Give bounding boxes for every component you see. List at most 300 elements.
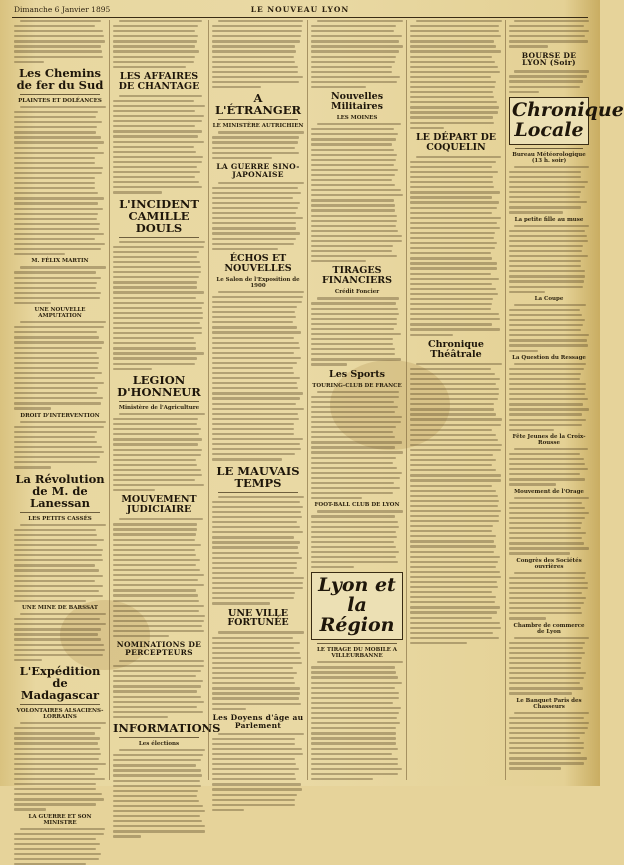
text-line: [410, 303, 492, 305]
text-line: [514, 448, 589, 450]
text-line: [212, 809, 244, 811]
text-line: [212, 637, 293, 639]
text-line: [14, 451, 104, 453]
text-line: [113, 443, 198, 445]
text-line: [311, 189, 401, 191]
text-line: [14, 326, 104, 328]
text-line: [14, 382, 104, 384]
text-line: [410, 166, 492, 168]
section-heading: L'Expédition de Madagascar: [19, 663, 101, 703]
text-line: [113, 690, 197, 692]
article-body-text: [113, 518, 205, 637]
text-line: [113, 317, 203, 319]
text-line: [113, 825, 205, 827]
section-heading: TIRAGES FINANCIERS: [322, 265, 392, 287]
text-line: [509, 722, 589, 724]
text-line: [311, 492, 393, 494]
text-line: [14, 407, 51, 409]
text-line: [410, 232, 495, 234]
text-line: [20, 524, 106, 526]
text-line: [212, 212, 296, 214]
text-line: [311, 451, 403, 453]
text-line: [410, 373, 495, 375]
text-line: [311, 742, 396, 744]
text-line: [113, 342, 196, 344]
column-4: [311, 20, 403, 780]
text-line: [509, 314, 582, 316]
text-line: [113, 701, 204, 703]
text-line: [311, 308, 398, 310]
text-line: [113, 544, 201, 546]
text-line: [212, 45, 295, 47]
text-line: [14, 362, 99, 364]
text-line: [113, 146, 194, 148]
text-line: [410, 586, 498, 588]
text-line: [113, 423, 197, 425]
text-line: [113, 266, 201, 268]
text-line: [14, 737, 100, 739]
text-line: [113, 754, 203, 756]
text-line: [212, 66, 298, 68]
text-line: [410, 116, 493, 118]
text-line: [311, 159, 396, 161]
text-line: [14, 595, 103, 597]
text-line: [509, 368, 584, 370]
subheading: Chambre de commerce de Lyon: [513, 622, 585, 635]
text-line: [14, 554, 102, 556]
text-line: [212, 458, 282, 460]
subheading: VOLONTAIRES ALSACIENS-LORRAINS: [16, 708, 104, 721]
text-line: [410, 576, 501, 578]
text-line: [509, 767, 561, 769]
text-line: [311, 204, 395, 206]
text-line: [113, 327, 202, 329]
text-line: [14, 111, 98, 113]
article-body-text: [14, 106, 106, 255]
text-line: [113, 716, 168, 718]
text-line: [20, 321, 106, 323]
text-line: [212, 572, 294, 574]
text-line: [311, 773, 398, 775]
text-line: [311, 431, 393, 433]
text-line: [113, 675, 196, 677]
text-line: [509, 742, 584, 744]
text-line: [509, 542, 584, 544]
article-body-text: [509, 363, 589, 431]
text-line: [509, 176, 581, 178]
text-line: [509, 522, 582, 524]
column-6: [509, 20, 624, 780]
text-line: [212, 557, 302, 559]
text-line: [311, 353, 395, 355]
text-line: [212, 748, 302, 750]
text-line: [410, 257, 492, 259]
text-line: [113, 620, 204, 622]
text-line: [509, 607, 581, 609]
text-line: [113, 438, 202, 440]
article-body-text: [410, 156, 502, 336]
text-line: [119, 241, 205, 243]
column-separator: [406, 20, 407, 780]
text-line: [311, 441, 402, 443]
text-line: [14, 223, 100, 225]
text-line: [317, 391, 399, 393]
section-heading: INFORMATIONS: [113, 721, 221, 736]
text-line: [14, 45, 101, 47]
text-line: [113, 141, 204, 143]
text-line: [14, 372, 102, 374]
text-line: [113, 795, 197, 797]
section-heading: Chronique Théâtrale: [428, 338, 484, 360]
text-line: [509, 334, 589, 336]
text-line: [311, 521, 398, 523]
text-line: [212, 778, 296, 780]
text-line: [311, 426, 396, 428]
text-line: [311, 753, 392, 755]
text-line: [14, 402, 101, 404]
text-line: [311, 56, 396, 58]
article-body-text: [410, 363, 502, 644]
text-line: [14, 778, 105, 780]
text-line: [311, 566, 354, 568]
text-line: [509, 91, 539, 93]
text-line: [212, 647, 294, 649]
text-line: [14, 392, 97, 394]
text-line: [311, 687, 395, 689]
text-line: [514, 363, 586, 365]
text-line: [311, 561, 398, 563]
text-line: [311, 702, 393, 704]
text-line: [311, 323, 397, 325]
text-line: [14, 25, 95, 27]
text-line: [14, 162, 95, 164]
section-heading: A L'ÉTRANGER: [214, 91, 302, 118]
text-line: [311, 25, 396, 27]
section-heading: ÉCHOS ET NOUVELLES: [224, 252, 292, 274]
section-heading: LEGION D'HONNEUR: [117, 372, 201, 399]
text-line: [14, 136, 101, 138]
text-line: [509, 171, 581, 173]
text-line: [113, 549, 195, 551]
text-line: [410, 328, 500, 330]
text-line: [212, 597, 294, 599]
text-line: [509, 181, 588, 183]
text-line: [311, 138, 396, 140]
section-heading: UNE VILLE FORTUNÉE: [227, 607, 289, 629]
text-line: [113, 800, 199, 802]
text-line: [410, 525, 493, 527]
text-line: [311, 250, 392, 252]
text-line: [14, 539, 104, 541]
text-line: [212, 682, 295, 684]
heading-rule: [317, 643, 397, 644]
article-body-text: [509, 304, 589, 352]
text-line: [212, 788, 302, 790]
text-line: [410, 262, 497, 264]
text-line: [113, 469, 201, 471]
text-line: [311, 225, 396, 227]
text-line: [14, 233, 104, 235]
text-line: [212, 692, 300, 694]
text-line: [218, 733, 304, 735]
text-line: [410, 535, 496, 537]
text-line: [212, 227, 296, 229]
masthead-date: Dimanche 6 Janvier 1895: [14, 5, 111, 14]
text-line: [410, 186, 494, 188]
article-body-text: [212, 496, 304, 605]
text-line: [212, 243, 294, 245]
text-line: [14, 253, 65, 255]
text-line: [311, 338, 393, 340]
text-line: [212, 582, 303, 584]
text-line: [212, 753, 303, 755]
article-body-text: [311, 123, 403, 262]
text-line: [311, 76, 400, 78]
text-line: [212, 152, 299, 154]
article-body-text: [509, 448, 589, 486]
text-line: [212, 511, 301, 513]
text-line: [509, 260, 581, 262]
text-line: [317, 661, 403, 663]
text-line: [113, 706, 197, 708]
text-line: [410, 434, 496, 436]
text-line: [410, 334, 453, 336]
text-line: [410, 212, 492, 214]
text-line: [212, 217, 303, 219]
subheading: LE TIRAGE DU MOBILE A VILLEURBANNE: [316, 647, 398, 660]
article-body-text: [14, 20, 106, 63]
subheading: DROIT D'INTERVENTION: [20, 412, 100, 419]
text-line: [410, 571, 500, 573]
article-body-text: [113, 241, 205, 370]
text-line: [410, 323, 492, 325]
text-line: [212, 592, 295, 594]
text-line: [113, 805, 203, 807]
text-line: [113, 307, 202, 309]
text-line: [311, 363, 347, 365]
text-line: [113, 479, 195, 481]
text-line: [113, 45, 195, 47]
text-line: [311, 184, 395, 186]
text-line: [410, 642, 467, 644]
text-line: [509, 403, 583, 405]
text-line: [113, 246, 204, 248]
text-line: [14, 441, 97, 443]
text-line: [311, 551, 399, 553]
text-line: [14, 40, 105, 42]
text-line: [14, 659, 42, 661]
text-line: [113, 161, 202, 163]
text-line: [509, 350, 538, 352]
text-line: [514, 637, 589, 639]
text-line: [311, 411, 395, 413]
text-line: [14, 793, 102, 795]
text-line: [14, 192, 98, 194]
text-line: [14, 748, 100, 750]
text-line: [14, 302, 51, 304]
text-line: [410, 596, 496, 598]
text-line: [14, 397, 103, 399]
text-line: [410, 408, 494, 410]
text-line: [212, 562, 297, 564]
text-line: [113, 186, 202, 188]
text-line: [212, 657, 301, 659]
text-line: [113, 120, 202, 122]
text-line: [113, 271, 201, 273]
text-line: [311, 302, 396, 304]
text-line: [14, 167, 103, 169]
text-line: [212, 662, 302, 664]
text-line: [311, 682, 402, 684]
text-line: [14, 833, 104, 835]
text-line: [410, 66, 498, 68]
text-line: [14, 783, 96, 785]
text-line: [509, 424, 582, 426]
text-line: [113, 418, 198, 420]
article-body-text: [509, 20, 589, 48]
subheading: FOOT-BALL CLUB DE LYON: [314, 502, 400, 509]
text-line: [113, 830, 205, 832]
text-line: [14, 788, 96, 790]
text-line: [410, 267, 497, 269]
text-line: [113, 312, 203, 314]
text-line: [509, 408, 589, 410]
text-line: [212, 372, 294, 374]
text-line: [14, 377, 95, 379]
text-line: [509, 80, 583, 82]
text-line: [311, 81, 397, 83]
article-body-text: [14, 321, 106, 410]
subheading: Fête Jeunes de la Croix-Rousse: [512, 433, 586, 446]
text-line: [113, 35, 198, 37]
text-line: [410, 76, 491, 78]
text-line: [311, 149, 394, 151]
text-line: [509, 647, 583, 649]
text-line: [410, 40, 494, 42]
section-heading: LES AFFAIRES DE CHANTAGE: [118, 70, 200, 92]
text-line: [410, 86, 495, 88]
text-line: [311, 348, 395, 350]
text-line: [509, 612, 582, 614]
text-line: [113, 297, 196, 299]
text-line: [410, 196, 492, 198]
text-line: [509, 662, 581, 664]
text-line: [113, 665, 204, 667]
text-line: [509, 682, 580, 684]
text-line: [410, 429, 492, 431]
text-line: [410, 449, 501, 451]
text-line: [410, 632, 493, 634]
text-line: [212, 392, 303, 394]
article-body-text: [509, 637, 589, 695]
text-line: [212, 577, 304, 579]
text-line: [14, 446, 102, 448]
text-line: [218, 631, 304, 633]
text-line: [212, 413, 298, 415]
text-line: [509, 667, 581, 669]
article-body-text: [212, 131, 304, 159]
text-line: [509, 196, 580, 198]
text-line: [14, 569, 99, 571]
text-line: [410, 313, 499, 315]
text-line: [410, 288, 496, 290]
text-line: [212, 321, 293, 323]
text-line: [311, 396, 399, 398]
text-line: [311, 546, 396, 548]
text-line: [410, 622, 500, 624]
text-line: [14, 426, 104, 428]
text-line: [311, 45, 403, 47]
text-line: [509, 617, 546, 619]
text-line: [14, 534, 97, 536]
text-line: [212, 703, 301, 705]
text-line: [113, 589, 196, 591]
text-line: [509, 30, 589, 32]
text-line: [509, 762, 584, 764]
text-line: [509, 329, 581, 331]
text-line: [410, 566, 496, 568]
heading-rule: [119, 237, 199, 238]
text-line: [311, 446, 395, 448]
text-line: [509, 235, 587, 237]
text-line: [509, 532, 586, 534]
text-line: [119, 518, 204, 520]
text-line: [311, 61, 395, 63]
text-line: [509, 211, 563, 213]
text-line: [113, 105, 205, 107]
text-line: [14, 456, 100, 458]
text-line: [410, 227, 500, 229]
text-line: [509, 240, 588, 242]
text-line: [14, 243, 105, 245]
text-line: [212, 377, 300, 379]
text-line: [212, 773, 295, 775]
text-line: [14, 347, 102, 349]
text-line: [509, 717, 584, 719]
text-line: [113, 171, 200, 173]
text-line: [311, 164, 394, 166]
text-line: [14, 649, 105, 651]
subheading: La Question du Ressage: [512, 354, 586, 361]
text-line: [410, 459, 496, 461]
subheading: Bureau Météorologique (13 h. soir): [512, 151, 586, 164]
text-line: [311, 671, 396, 673]
text-line: [212, 222, 296, 224]
text-line: [212, 448, 301, 450]
text-line: [113, 554, 196, 556]
text-line: [218, 291, 304, 293]
text-line: [514, 572, 587, 574]
text-line: [14, 466, 51, 468]
text-line: [14, 600, 86, 602]
text-line: [410, 464, 492, 466]
text-line: [311, 482, 394, 484]
text-line: [509, 286, 583, 288]
text-line: [410, 556, 500, 558]
text-line: [113, 368, 152, 370]
text-line: [311, 199, 394, 201]
text-line: [212, 418, 299, 420]
text-line: [212, 531, 303, 533]
text-line: [514, 497, 589, 499]
text-line: [113, 459, 196, 461]
text-line: [14, 213, 98, 215]
text-line: [212, 602, 270, 604]
article-body-text: [509, 70, 589, 93]
text-line: [212, 61, 295, 63]
text-line: [509, 737, 580, 739]
text-line: [212, 331, 301, 333]
